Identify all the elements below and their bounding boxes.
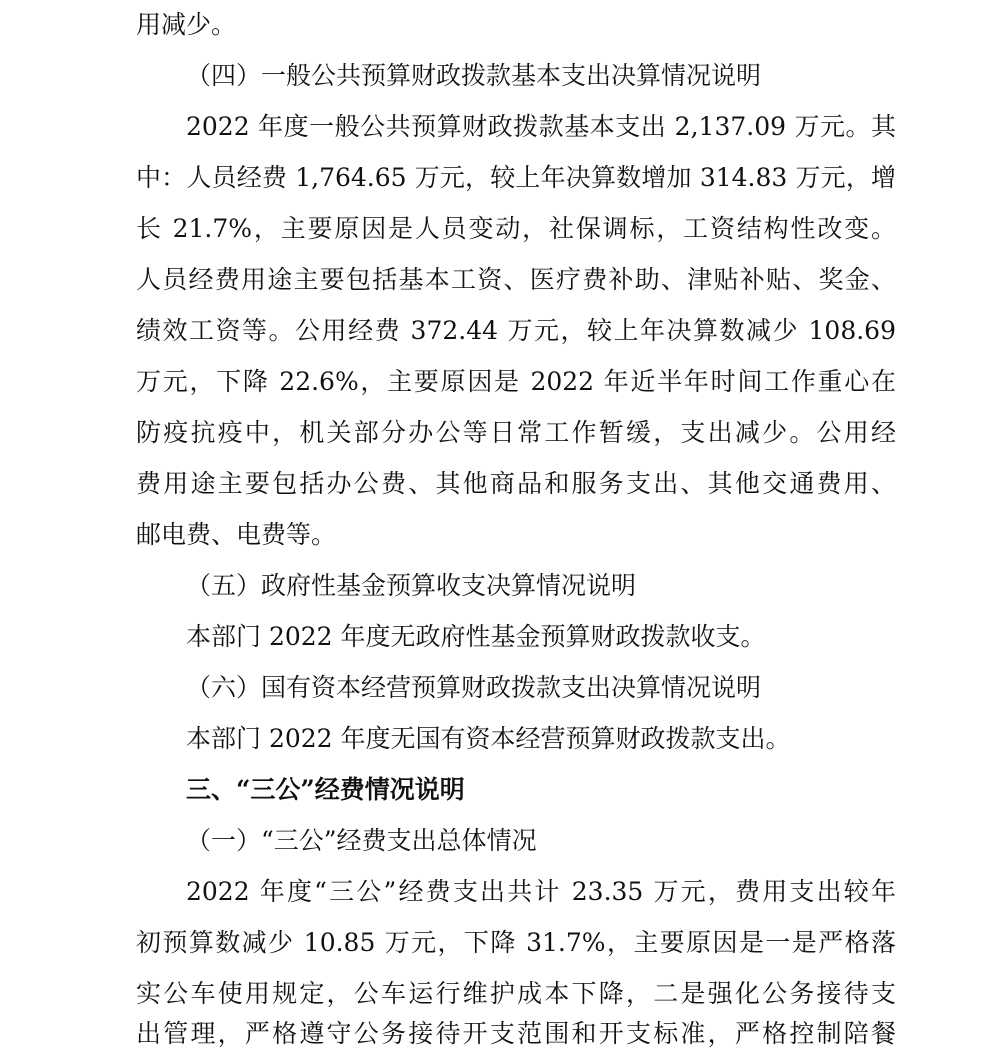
paragraph-line: 长 21.7%，主要原因是人员变动，社保调标，工资结构性改变。 bbox=[136, 214, 896, 243]
paragraph-line: 初预算数减少 10.85 万元，下降 31.7%，主要原因是一是严格落 bbox=[136, 928, 896, 957]
paragraph-line: 2022 年度“三公”经费支出共计 23.35 万元，费用支出较年 bbox=[186, 877, 896, 906]
paragraph-line: 本部门 2022 年度无政府性基金预算财政拨款收支。 bbox=[186, 622, 766, 651]
paragraph-line: 用减少。 bbox=[136, 10, 237, 39]
section-heading-1: （一）“三公”经费支出总体情况 bbox=[186, 826, 537, 855]
section-heading-4: （四）一般公共预算财政拨款基本支出决算情况说明 bbox=[186, 61, 762, 90]
paragraph-line: 万元，下降 22.6%，主要原因是 2022 年近半年时间工作重心在 bbox=[136, 367, 896, 396]
chapter-heading-3: 三、“三公”经费情况说明 bbox=[186, 775, 465, 804]
paragraph-line: 出管理，严格遵守公务接待开支范围和开支标准，严格控制陪餐 bbox=[136, 1019, 896, 1048]
paragraph-line: 人员经费用途主要包括基本工资、医疗费补助、津贴补贴、奖金、 bbox=[136, 265, 896, 294]
paragraph-line: 防疫抗疫中，机关部分办公等日常工作暂缓，支出减少。公用经 bbox=[136, 418, 896, 447]
paragraph-line: 实公车使用规定，公车运行维护成本下降，二是强化公务接待支 bbox=[136, 979, 896, 1008]
paragraph-line: 费用途主要包括办公费、其他商品和服务支出、其他交通费用、 bbox=[136, 469, 896, 498]
paragraph-line: 绩效工资等。公用经费 372.44 万元，较上年决算数减少 108.69 bbox=[136, 316, 896, 345]
section-heading-5: （五）政府性基金预算收支决算情况说明 bbox=[186, 571, 637, 600]
paragraph-line: 邮电费、电费等。 bbox=[136, 520, 337, 549]
paragraph-line: 2022 年度一般公共预算财政拨款基本支出 2,137.09 万元。其 bbox=[186, 112, 896, 141]
section-heading-6: （六）国有资本经营预算财政拨款支出决算情况说明 bbox=[186, 673, 762, 702]
paragraph-line: 本部门 2022 年度无国有资本经营预算财政拨款支出。 bbox=[186, 724, 791, 753]
paragraph-line: 中：人员经费 1,764.65 万元，较上年决算数增加 314.83 万元，增 bbox=[136, 163, 896, 192]
